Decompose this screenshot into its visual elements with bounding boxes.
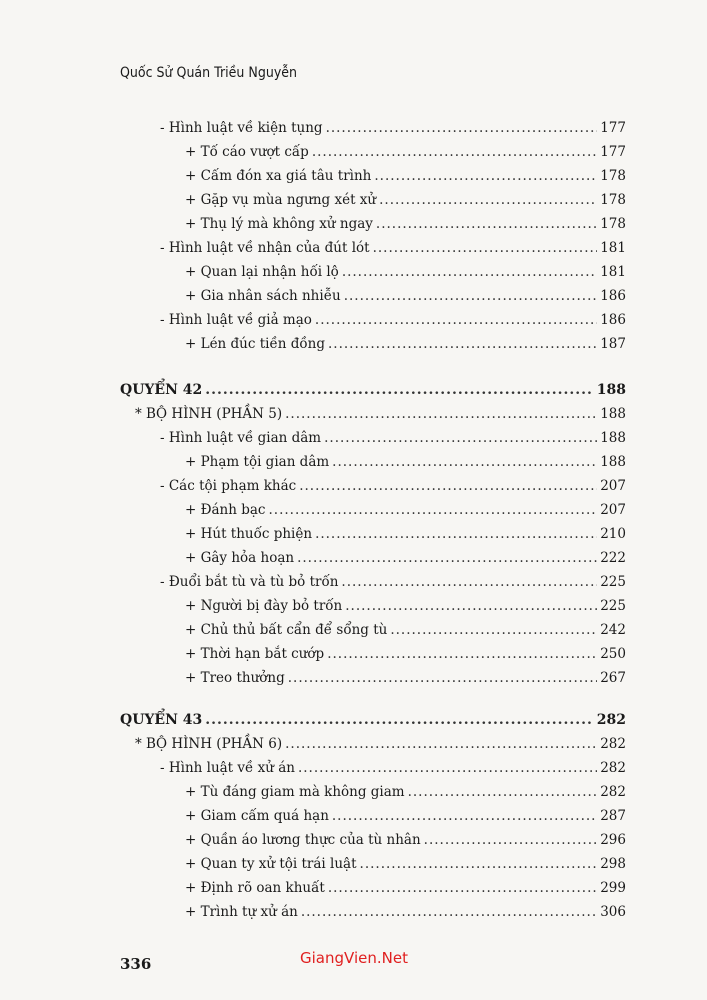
toc-entry-label: + Gặp vụ mùa ngưng xét xử	[185, 192, 377, 208]
dot-leader	[376, 216, 597, 232]
toc-entry-label: - Hình luật về giả mạo	[160, 312, 312, 328]
toc-entry-page: 178	[600, 216, 626, 232]
toc-entry-label: + Phạm tội gian dâm	[185, 454, 330, 470]
toc-entry-page: 222	[600, 550, 626, 566]
dot-leader	[379, 192, 597, 208]
toc-entry-label: + Quần áo lương thực của tù nhân	[185, 832, 421, 848]
toc-entry	[135, 406, 626, 422]
toc-entry	[185, 904, 626, 920]
toc-entry	[120, 382, 626, 398]
toc-entry-page: 207	[600, 502, 626, 518]
toc-entry-page: 267	[600, 670, 626, 686]
toc-entry	[160, 430, 626, 446]
toc-entry	[160, 760, 626, 776]
toc-entry-label: + Thụ lý mà không xử ngay	[185, 216, 373, 232]
dot-leader	[328, 336, 597, 352]
toc-entry-label: - Đuổi bắt tù và tù bỏ trốn	[160, 574, 339, 590]
toc-entry-label: + Gây hỏa hoạn	[185, 550, 295, 566]
toc-entry	[185, 808, 626, 824]
toc-entry-label: - Hình luật về gian dâm	[160, 430, 322, 446]
dot-leader	[301, 904, 597, 920]
toc-entry-page: 282	[600, 760, 626, 776]
toc-entry	[160, 240, 626, 256]
toc-entry-page: 188	[600, 454, 626, 470]
toc-entry-label: - Hình luật về xử án	[160, 760, 295, 776]
toc-entry-page: 225	[600, 598, 626, 614]
toc-entry-page: 299	[600, 880, 626, 896]
toc-entry	[185, 880, 626, 896]
toc-entry-page: 306	[600, 904, 626, 920]
toc-entry-page: 187	[600, 336, 626, 352]
toc-entry	[185, 454, 626, 470]
toc-entry-label: + Lén đúc tiền đồng	[185, 336, 326, 352]
toc-entry-page: 178	[600, 168, 626, 184]
toc-entry-label: + Đánh bạc	[185, 502, 266, 518]
toc-entry-page: 282	[596, 712, 626, 728]
dot-leader	[285, 736, 597, 752]
toc-entry-page: 207	[600, 478, 626, 494]
dot-leader	[332, 454, 597, 470]
dot-leader	[315, 526, 597, 542]
dot-leader	[315, 312, 597, 328]
toc-entry-label: + Gia nhân sách nhiễu	[185, 288, 341, 304]
dot-leader	[288, 670, 597, 686]
toc-entry	[185, 856, 626, 872]
watermark-site: GiangVien.Net	[300, 949, 408, 967]
dot-leader	[327, 646, 597, 662]
toc-entry	[135, 736, 626, 752]
toc-entry-page: 298	[600, 856, 626, 872]
dot-leader	[299, 478, 597, 494]
toc-entry-label: + Tố cáo vượt cấp	[185, 144, 309, 160]
toc-entry	[120, 712, 626, 728]
dot-leader	[390, 622, 597, 638]
dot-leader	[408, 784, 598, 800]
toc-entry-page: 178	[600, 192, 626, 208]
dot-leader	[360, 856, 598, 872]
toc-entry	[185, 216, 626, 232]
toc-entry	[185, 832, 626, 848]
toc-entry	[185, 622, 626, 638]
dot-leader	[341, 574, 597, 590]
toc-entry-label: - Các tội phạm khác	[160, 478, 297, 494]
dot-leader	[312, 144, 597, 160]
page-number: 336	[120, 955, 152, 973]
dot-leader	[373, 240, 598, 256]
toc-entry-page: 186	[600, 288, 626, 304]
toc-entry	[185, 646, 626, 662]
toc-entry-page: 287	[600, 808, 626, 824]
dot-leader	[298, 760, 597, 776]
dot-leader	[345, 598, 597, 614]
toc-entry-page: 250	[600, 646, 626, 662]
toc-entry-label: QUYỂN 43	[120, 712, 203, 728]
toc-entry-page: 181	[600, 240, 626, 256]
dot-leader	[326, 120, 598, 136]
toc-entry-page: 177	[600, 120, 626, 136]
toc-entry-page: 242	[600, 622, 626, 638]
dot-leader	[285, 406, 597, 422]
dot-leader	[268, 502, 597, 518]
toc-entry	[185, 502, 626, 518]
toc-entry	[185, 784, 626, 800]
toc-entry-label: + Người bị đày bỏ trốn	[185, 598, 343, 614]
toc-entry-label: + Tù đáng giam mà không giam	[185, 784, 405, 800]
running-header: Quốc Sử Quán Triều Nguyễn	[120, 65, 298, 81]
toc-entry	[185, 550, 626, 566]
toc-entry	[185, 192, 626, 208]
toc-entry	[185, 670, 626, 686]
toc-entry-label: + Treo thưởng	[185, 670, 285, 686]
toc-entry-label: + Thời hạn bắt cướp	[185, 646, 325, 662]
toc-entry-label: + Quan ty xử tội trái luật	[185, 856, 357, 872]
toc-entry-label: + Trình tự xử án	[185, 904, 298, 920]
toc-entry	[185, 288, 626, 304]
dot-leader	[205, 382, 594, 398]
dot-leader	[324, 430, 597, 446]
toc-entry-page: 177	[600, 144, 626, 160]
toc-entry	[160, 574, 626, 590]
toc-entry-label: - Hình luật về kiện tụng	[160, 120, 323, 136]
toc-entry-label: + Cấm đón xa giá tâu trình	[185, 168, 372, 184]
toc-entry	[185, 144, 626, 160]
toc-entry-page: 188	[596, 382, 626, 398]
toc-entry	[185, 526, 626, 542]
dot-leader	[344, 288, 598, 304]
toc-entry-page: 181	[600, 264, 626, 280]
toc-entry-page: 282	[600, 784, 626, 800]
toc-entry-label: * BỘ HÌNH (PHẦN 6)	[135, 736, 283, 752]
toc-entry-page: 188	[600, 406, 626, 422]
toc-entry	[160, 120, 626, 136]
toc-entry-page: 186	[600, 312, 626, 328]
toc-entry-label: + Chủ thủ bất cẩn để sổng tù	[185, 622, 388, 638]
toc-entry-label: + Hút thuốc phiện	[185, 526, 313, 542]
dot-leader	[342, 264, 597, 280]
toc-entry-label: + Quan lại nhận hối lộ	[185, 264, 339, 280]
toc-entry	[185, 336, 626, 352]
toc-entry-page: 188	[600, 430, 626, 446]
toc-entry-page: 210	[600, 526, 626, 542]
toc-entry-page: 296	[600, 832, 626, 848]
dot-leader	[332, 808, 597, 824]
toc-entry	[185, 598, 626, 614]
toc-entry-label: QUYỂN 42	[120, 382, 203, 398]
dot-leader	[328, 880, 597, 896]
toc-entry	[185, 168, 626, 184]
toc-entry-label: - Hình luật về nhận của đút lót	[160, 240, 370, 256]
toc-entry	[185, 264, 626, 280]
toc-entry-label: + Định rõ oan khuất	[185, 880, 325, 896]
toc-entry	[160, 478, 626, 494]
toc-entry-label: + Giam cấm quá hạn	[185, 808, 329, 824]
dot-leader	[424, 832, 598, 848]
dot-leader	[374, 168, 597, 184]
dot-leader	[297, 550, 597, 566]
toc-entry	[160, 312, 626, 328]
toc-entry-label: * BỘ HÌNH (PHẦN 5)	[135, 406, 283, 422]
dot-leader	[205, 712, 594, 728]
toc-entry-page: 225	[600, 574, 626, 590]
toc-entry-page: 282	[600, 736, 626, 752]
